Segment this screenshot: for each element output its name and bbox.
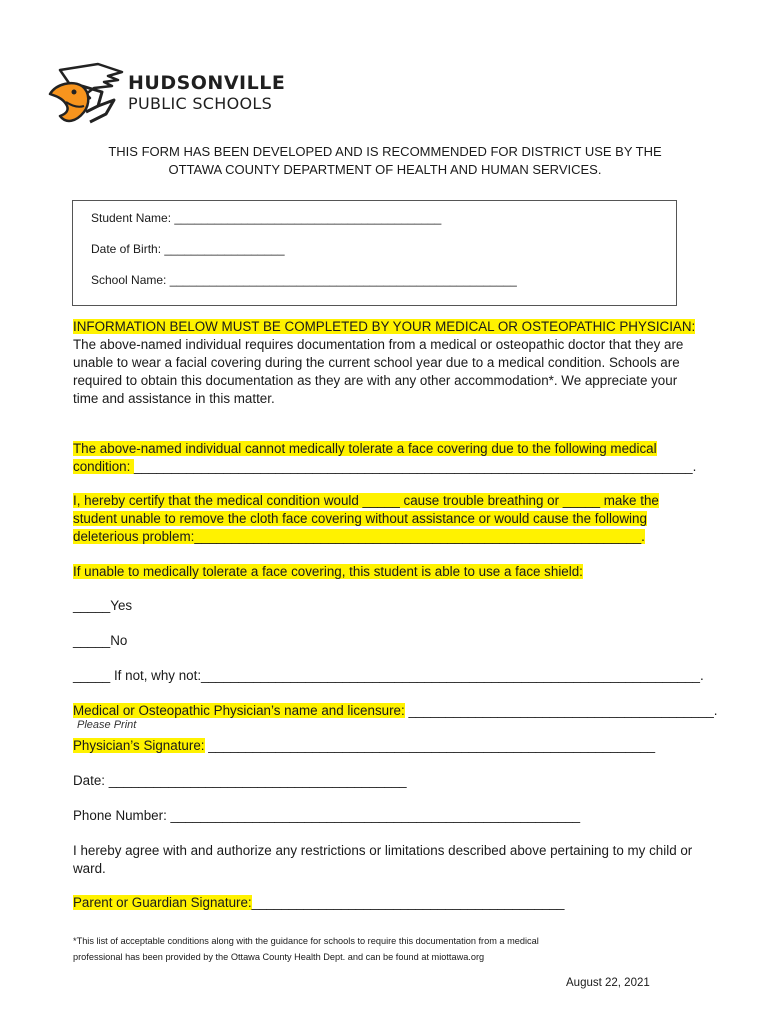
- certification-line-2: student unable to remove the cloth face covering without assistance or would cause the following: [73, 511, 647, 526]
- face-shield-no-option[interactable]: _____No: [73, 633, 128, 648]
- face-shield-reason-field[interactable]: _____ If not, why not:___________________________________________________________________.: [73, 668, 704, 683]
- student-info-box: [72, 200, 677, 306]
- face-shield-question: If unable to medically tolerate a face covering, this student is able to use a face shield:: [73, 564, 583, 579]
- logo-district-subtitle: PUBLIC SCHOOLS: [128, 94, 273, 113]
- condition-statement: The above-named individual cannot medically tolerate a face covering due to the following medical: [73, 441, 657, 456]
- footnote-line-2: professional has been provided by the Ottawa County Health Dept. and can be found at miottawa.org: [73, 952, 485, 962]
- instructions-body: The above-named individual requires documentation from a medical or osteopathic doctor that they are unable to wear a facial covering during the current school year due to a medical condition. Schools are required to obtain this documentation as they are with any other accommodation*. We appreciate your time and assistance in this matter.: [73, 337, 684, 406]
- certification-line-1[interactable]: I, hereby certify that the medical condition would _____ cause trouble breathing or _____ make the: [73, 493, 659, 508]
- physician-signature-label: Physician’s Signature:: [73, 738, 205, 753]
- parent-signature-label: Parent or Guardian Signature:: [73, 895, 252, 910]
- certification-section: [73, 492, 703, 546]
- physician-name-label: Medical or Osteopathic Physician’s name and licensure:: [73, 703, 405, 718]
- physician-instructions: [73, 318, 703, 408]
- please-print-hint: Please Print: [77, 719, 137, 731]
- parent-agreement-statement: I hereby agree with and authorize any restrictions or limitations described above pertaining to my child or ward.: [73, 843, 693, 876]
- condition-blank[interactable]: ___________________________________________________________________________.: [134, 459, 697, 474]
- instructions-heading-text: INFORMATION BELOW MUST BE COMPLETED BY YOUR MEDICAL OR OSTEOPATHIC PHYSICIAN:: [73, 319, 696, 334]
- logo-district-name: HUDSONVILLE: [128, 72, 286, 94]
- district-logo: [46, 62, 296, 128]
- date-of-birth-field[interactable]: Date of Birth: __________________: [91, 242, 285, 256]
- physician-signature-field[interactable]: Physician’s Signature: ____________________________________________________________: [73, 738, 656, 753]
- footnote: [73, 933, 693, 965]
- recommendation-notice: THIS FORM HAS BEEN DEVELOPED AND IS RECOMMENDED FOR DISTRICT USE BY THE OTTAWA COUNTY DEPARTMENT OF HEALTH AND HUMAN SERVICES.: [108, 144, 662, 177]
- medical-condition-section: [73, 440, 703, 476]
- footnote-line-1: *This list of acceptable conditions along with the guidance for schools to require this documentation from a medical: [73, 936, 539, 946]
- condition-field[interactable]: condition: ___________________________________________________________________________.: [73, 459, 697, 474]
- face-shield-yes-option[interactable]: _____Yes: [73, 598, 133, 613]
- date-field[interactable]: Date: ________________________________________: [73, 773, 407, 788]
- eagle-icon: [46, 62, 128, 128]
- school-name-field[interactable]: School Name: ____________________________________________________: [91, 273, 517, 287]
- phone-number-field[interactable]: Phone Number: _______________________________________________________: [73, 808, 581, 823]
- deleterious-problem-field[interactable]: deleterious problem:____________________________________________________________.: [73, 529, 645, 544]
- physician-name-field[interactable]: Medical or Osteopathic Physician’s name and licensure: _________________________________________.: [73, 703, 718, 718]
- document-date: August 22, 2021: [566, 977, 650, 989]
- student-name-field[interactable]: Student Name: ________________________________________: [91, 211, 442, 225]
- parent-signature-field[interactable]: Parent or Guardian Signature:__________________________________________: [73, 895, 565, 910]
- instructions-heading: [73, 318, 703, 336]
